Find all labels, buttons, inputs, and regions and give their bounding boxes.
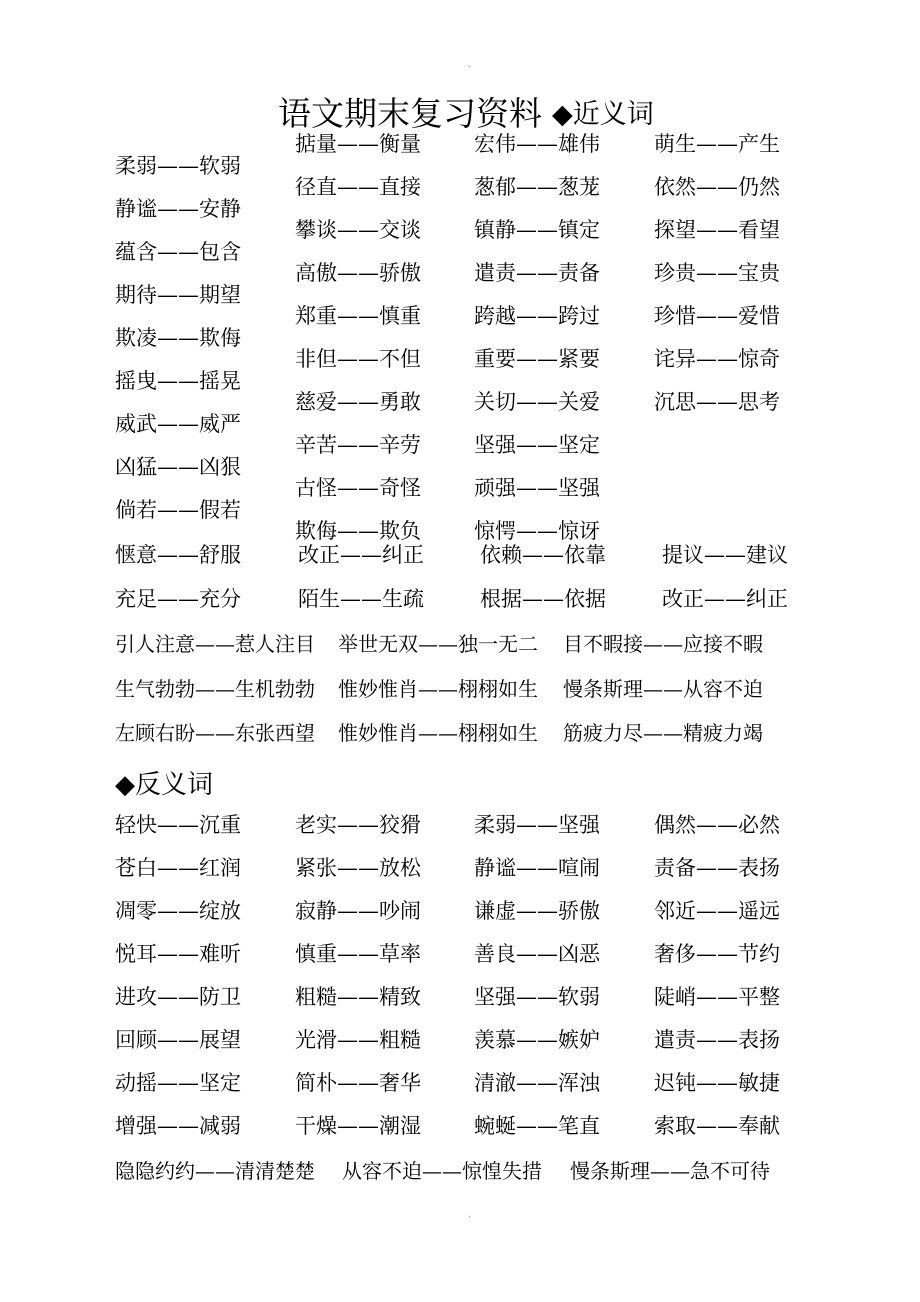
word-pair: 责备——表扬 bbox=[654, 856, 780, 880]
word-pair: 静谧——喧闹 bbox=[474, 856, 600, 880]
word-pair: 羡慕——嫉妒 bbox=[474, 1028, 600, 1052]
word-pair: 凶猛——凶狠 bbox=[115, 455, 241, 479]
word-pair: 凋零——绽放 bbox=[115, 899, 241, 923]
word-pair: 寂静——吵闹 bbox=[295, 899, 421, 923]
antonyms-heading: ◆反义词 bbox=[115, 770, 213, 800]
word-pair: 依赖——依靠 bbox=[480, 543, 606, 567]
word-pair: 葱郁——葱茏 bbox=[474, 175, 600, 199]
bottom-dot: · bbox=[468, 1212, 472, 1223]
word-pair: 镇静——镇定 bbox=[474, 218, 600, 242]
idiom-pair: 慢条斯理——从容不迫 bbox=[563, 677, 763, 701]
word-pair: 提议——建议 bbox=[662, 543, 788, 567]
idiom-pair: 筋疲力尽——精疲力竭 bbox=[563, 721, 763, 745]
idiom-pair: 惟妙惟肖——栩栩如生 bbox=[338, 677, 538, 701]
word-pair: 径直——直接 bbox=[295, 175, 421, 199]
page-title: 语文期末复习资料 bbox=[278, 94, 542, 133]
idiom-pair: 惟妙惟肖——栩栩如生 bbox=[338, 721, 538, 745]
word-pair: 高傲——骄傲 bbox=[295, 261, 421, 285]
word-pair: 探望——看望 bbox=[654, 218, 780, 242]
word-pair: 诧异——惊奇 bbox=[654, 347, 780, 371]
word-pair: 回顾——展望 bbox=[115, 1028, 241, 1052]
word-pair: 苍白——红润 bbox=[115, 856, 241, 880]
word-pair: 谦虚——骄傲 bbox=[474, 899, 600, 923]
word-pair: 期待——期望 bbox=[115, 283, 241, 307]
word-pair: 跨越——跨过 bbox=[474, 304, 600, 328]
word-pair: 根据——依据 bbox=[480, 587, 606, 611]
idiom-pair: 隐隐约约——清清楚楚 bbox=[115, 1159, 315, 1183]
word-pair: 珍惜——爱惜 bbox=[654, 304, 780, 328]
word-pair: 依然——仍然 bbox=[654, 175, 780, 199]
word-pair: 轻快——沉重 bbox=[115, 813, 241, 837]
word-pair: 慎重——草率 bbox=[295, 942, 421, 966]
word-pair: 非但——不但 bbox=[295, 347, 421, 371]
synonyms-heading: ◆近义词 bbox=[552, 99, 654, 130]
word-pair: 改正——纠正 bbox=[662, 587, 788, 611]
word-pair: 坚强——软弱 bbox=[474, 985, 600, 1009]
word-pair: 老实——狡猾 bbox=[295, 813, 421, 837]
word-pair: 静谧——安静 bbox=[115, 197, 241, 221]
word-pair: 掂量——衡量 bbox=[295, 132, 421, 156]
word-pair: 增强——减弱 bbox=[115, 1114, 241, 1138]
word-pair: 攀谈——交谈 bbox=[295, 218, 421, 242]
word-pair: 萌生——产生 bbox=[654, 132, 780, 156]
word-pair: 光滑——粗糙 bbox=[295, 1028, 421, 1052]
idiom-pair: 引人注意——惹人注目 bbox=[115, 632, 315, 656]
word-pair: 摇曳——摇晃 bbox=[115, 369, 241, 393]
idiom-pair: 举世无双——独一无二 bbox=[338, 632, 538, 656]
word-pair: 惊愕——惊讶 bbox=[474, 519, 600, 543]
idiom-pair: 从容不迫——惊惶失措 bbox=[342, 1159, 542, 1183]
word-pair: 辛苦——辛劳 bbox=[295, 433, 421, 457]
word-pair: 进攻——防卫 bbox=[115, 985, 241, 1009]
word-pair: 遣责——表扬 bbox=[654, 1028, 780, 1052]
idiom-pair: 左顾右盼——东张西望 bbox=[115, 721, 315, 745]
word-pair: 欺侮——欺负 bbox=[295, 519, 421, 543]
word-pair: 古怪——奇怪 bbox=[295, 476, 421, 500]
word-pair: 紧张——放松 bbox=[295, 856, 421, 880]
word-pair: 蕴含——包含 bbox=[115, 240, 241, 264]
word-pair: 郑重——慎重 bbox=[295, 304, 421, 328]
word-pair: 充足——充分 bbox=[115, 587, 241, 611]
word-pair: 惬意——舒服 bbox=[115, 543, 241, 567]
word-pair: 欺凌——欺侮 bbox=[115, 326, 241, 350]
word-pair: 偶然——必然 bbox=[654, 813, 780, 837]
word-pair: 干燥——潮湿 bbox=[295, 1114, 421, 1138]
word-pair: 动摇——坚定 bbox=[115, 1071, 241, 1095]
word-pair: 沉思——思考 bbox=[654, 390, 780, 414]
word-pair: 陡峭——平整 bbox=[654, 985, 780, 1009]
word-pair: 重要——紧要 bbox=[474, 347, 600, 371]
word-pair: 改正——纠正 bbox=[298, 543, 424, 567]
word-pair: 悦耳——难听 bbox=[115, 942, 241, 966]
idiom-pair: 慢条斯理——急不可待 bbox=[570, 1159, 770, 1183]
word-pair: 坚强——坚定 bbox=[474, 433, 600, 457]
word-pair: 蜿蜒——笔直 bbox=[474, 1114, 600, 1138]
word-pair: 清澈——浑浊 bbox=[474, 1071, 600, 1095]
word-pair: 索取——奉献 bbox=[654, 1114, 780, 1138]
idiom-pair: 目不暇接——应接不暇 bbox=[563, 632, 763, 656]
word-pair: 遣责——责备 bbox=[474, 261, 600, 285]
word-pair: 柔弱——坚强 bbox=[474, 813, 600, 837]
word-pair: 倘若——假若 bbox=[115, 498, 241, 522]
word-pair: 柔弱——软弱 bbox=[115, 154, 241, 178]
word-pair: 珍贵——宝贵 bbox=[654, 261, 780, 285]
word-pair: 关切——关爱 bbox=[474, 390, 600, 414]
word-pair: 陌生——生疏 bbox=[298, 587, 424, 611]
word-pair: 奢侈——节约 bbox=[654, 942, 780, 966]
word-pair: 邻近——遥远 bbox=[654, 899, 780, 923]
word-pair: 粗糙——精致 bbox=[295, 985, 421, 1009]
word-pair: 威武——威严 bbox=[115, 412, 241, 436]
word-pair: 宏伟——雄伟 bbox=[474, 132, 600, 156]
word-pair: 善良——凶恶 bbox=[474, 942, 600, 966]
idiom-pair: 生气勃勃——生机勃勃 bbox=[115, 677, 315, 701]
word-pair: 迟钝——敏捷 bbox=[654, 1071, 780, 1095]
top-dot: · bbox=[468, 62, 472, 73]
word-pair: 慈爱——勇敢 bbox=[295, 390, 421, 414]
word-pair: 顽强——坚强 bbox=[474, 476, 600, 500]
word-pair: 简朴——奢华 bbox=[295, 1071, 421, 1095]
